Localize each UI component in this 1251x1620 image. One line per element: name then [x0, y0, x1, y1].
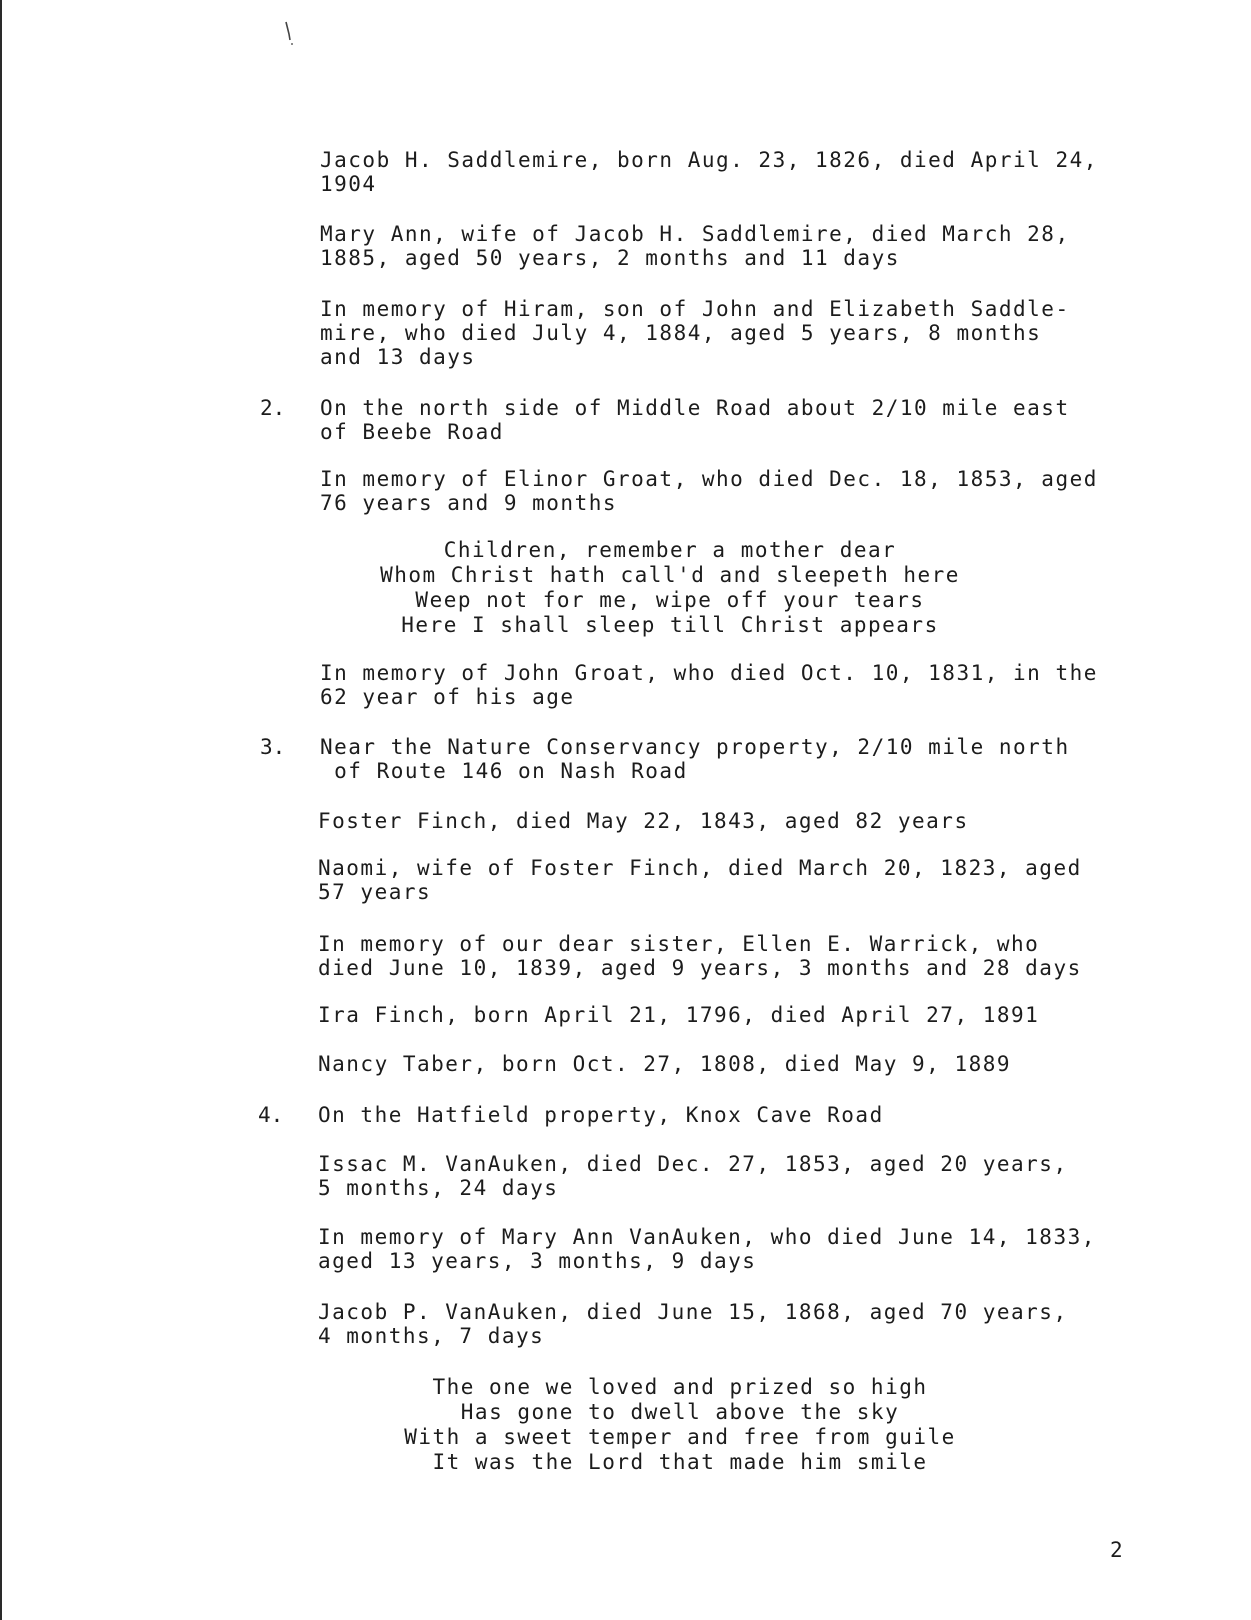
entry-hiram-saddlemire: In memory of Hiram, son of John and Elizabeth Saddle- mire, who died July 4, 1884, aged 5 years, 8 months and 13 days — [320, 297, 1070, 369]
section-number-4: 4. — [258, 1103, 284, 1127]
entry-ira-finch: Ira Finch, born April 21, 1796, died April 27, 1891 — [318, 1003, 1040, 1027]
entry-john-groat: In memory of John Groat, who died Oct. 10, 1831, in the 62 year of his age — [320, 661, 1098, 709]
section-2-location: On the north side of Middle Road about 2/10 mile east of Beebe Road — [320, 396, 1070, 444]
section-number-3: 3. — [260, 735, 286, 759]
stray-mark — [283, 18, 295, 48]
entry-nancy-taber: Nancy Taber, born Oct. 27, 1808, died May 9, 1889 — [318, 1052, 1012, 1076]
page-edge-shadow — [0, 0, 2, 1620]
section-number-2: 2. — [260, 396, 286, 420]
entry-issac-vanauken: Issac M. VanAuken, died Dec. 27, 1853, aged 20 years, 5 months, 24 days — [318, 1152, 1068, 1200]
page-number: 2 — [1110, 1538, 1123, 1562]
epitaph-verse-2: The one we loved and prized so high Has gone to dwell above the sky With a sweet temper and free from guile It was the Lord that made him smile — [404, 1375, 956, 1474]
entry-mary-ann-vanauken: In memory of Mary Ann VanAuken, who died June 14, 1833, aged 13 years, 3 months, 9 days — [318, 1225, 1096, 1273]
epitaph-verse-1: Children, remember a mother dear Whom Christ hath call'd and sleepeth here Weep not for me, wipe off your tears Here I shall sleep till Christ appears — [380, 538, 960, 637]
entry-foster-finch: Foster Finch, died May 22, 1843, aged 82 years — [318, 809, 969, 833]
entry-jacob-vanauken: Jacob P. VanAuken, died June 15, 1868, aged 70 years, 4 months, 7 days — [318, 1300, 1068, 1348]
entry-mary-ann-saddlemire: Mary Ann, wife of Jacob H. Saddlemire, died March 28, 1885, aged 50 years, 2 months and 11 days — [320, 222, 1070, 270]
section-3-location: Near the Nature Conservancy property, 2/10 mile north of Route 146 on Nash Road — [320, 735, 1070, 783]
entry-elinor-groat: In memory of Elinor Groat, who died Dec. 18, 1853, aged 76 years and 9 months — [320, 467, 1098, 515]
section-4-location: On the Hatfield property, Knox Cave Road — [318, 1103, 884, 1127]
entry-ellen-warrick: In memory of our dear sister, Ellen E. Warrick, who died June 10, 1839, aged 9 years, 3 months and 28 days — [318, 932, 1082, 980]
entry-jacob-saddlemire: Jacob H. Saddlemire, born Aug. 23, 1826, died April 24, 1904 — [320, 148, 1098, 196]
entry-naomi-finch: Naomi, wife of Foster Finch, died March 20, 1823, aged 57 years — [318, 856, 1082, 904]
